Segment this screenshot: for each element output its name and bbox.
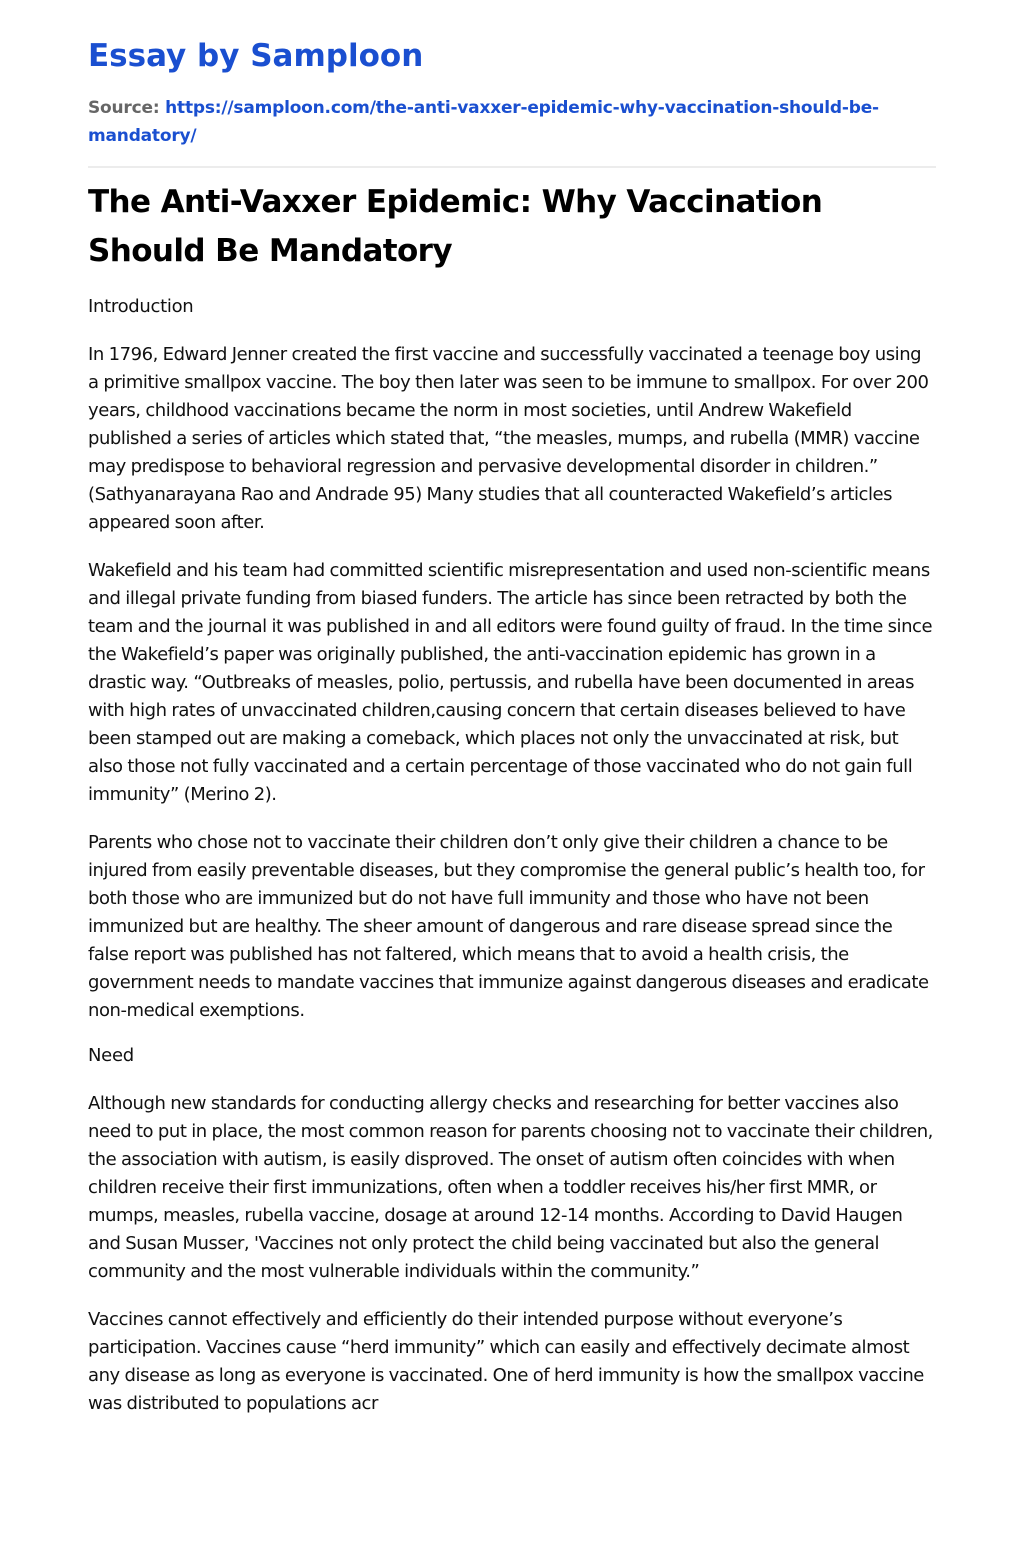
paragraph: Parents who chose not to vaccinate their children don’t only give their children a chance to be injured from easily preventable diseases, but they compromise the general public’s health too, for both those who are immunized but do not have full immunity and those who have not been immunized but are healthy. The sheer amount of dangerous and rare disease spread since the false report was published has not faltered, which means that to avoid a health crisis, the government needs to mandate vaccines that immunize against dangerous diseases and eradicate non-medical exemptions. [88,832,929,1021]
section-heading-need: Need [88,1045,134,1066]
source-label: Source: [88,98,160,118]
paragraph: Although new standards for conducting allergy checks and researching for better vaccines also need to put in place, the most common reason for parents choosing not to vaccinate their children, the association with autism, is easily disproved. The onset of autism often coincides with when children receive their first immunizations, often when a toddler receives his/her first MMR, or mumps, measles, rubella vaccine, dosage at around 12-14 months. According to David Haugen and Susan Musser, 'Vaccines not only protect the child being vaccinated but also the general community and the most vulnerable individuals within the community.” [88,1093,933,1282]
source-link[interactable]: https://samploon.com/the-anti-vaxxer-epidemic-why-vaccination-should-be-mandatory/ [88,98,879,146]
paragraph: In 1796, Edward Jenner created the first vaccine and successfully vaccinated a teenage boy using a primitive smallpox vaccine. The boy then later was seen to be immune to smallpox. For over 200 years, childhood vaccinations became the norm in most societies, until Andrew Wakefield published a series of articles which stated that, “the measles, mumps, and rubella (MMR) vaccine may predispose to behavioral regression and pervasive developmental disorder in children.” (Sathyanarayana Rao and Andrade 95) Many studies that all counteracted Wakefield’s articles appeared soon after. [88,344,929,533]
header-divider [88,166,936,168]
section-heading-introduction: Introduction [88,296,194,317]
source-line [88,94,936,150]
paragraph: Vaccines cannot effectively and efficiently do their intended purpose without everyone’s participation. Vaccines cause “herd immunity” which can easily and effectively decimate almost any disease as long as everyone is vaccinated. One of herd immunity is how the smallpox vaccine was distributed to populations acr [88,1309,924,1414]
paragraph: Wakefield and his team had committed scientific misrepresentation and used non-scientific means and illegal private funding from biased funders. The article has since been retracted by both the team and the journal it was published in and all editors were found guilty of fraud. In the time since the Wakefield’s paper was originally published, the anti-vaccination epidemic has grown in a drastic way. “Outbreaks of measles, polio, pertussis, and rubella have been documented in areas with high rates of unvaccinated children,causing concern that certain diseases believed to have been stamped out are making a comeback, which places not only the unvaccinated at risk, but also those not fully vaccinated and a certain percentage of those vaccinated who do not gain full immunity” (Merino 2). [88,560,933,805]
article-title: The Anti-Vaxxer Epidemic: Why Vaccination Should Be Mandatory [88,184,823,269]
site-brand-title: Essay by Samploon [88,38,424,74]
section-need [88,1042,936,1418]
section-introduction [88,293,936,1025]
